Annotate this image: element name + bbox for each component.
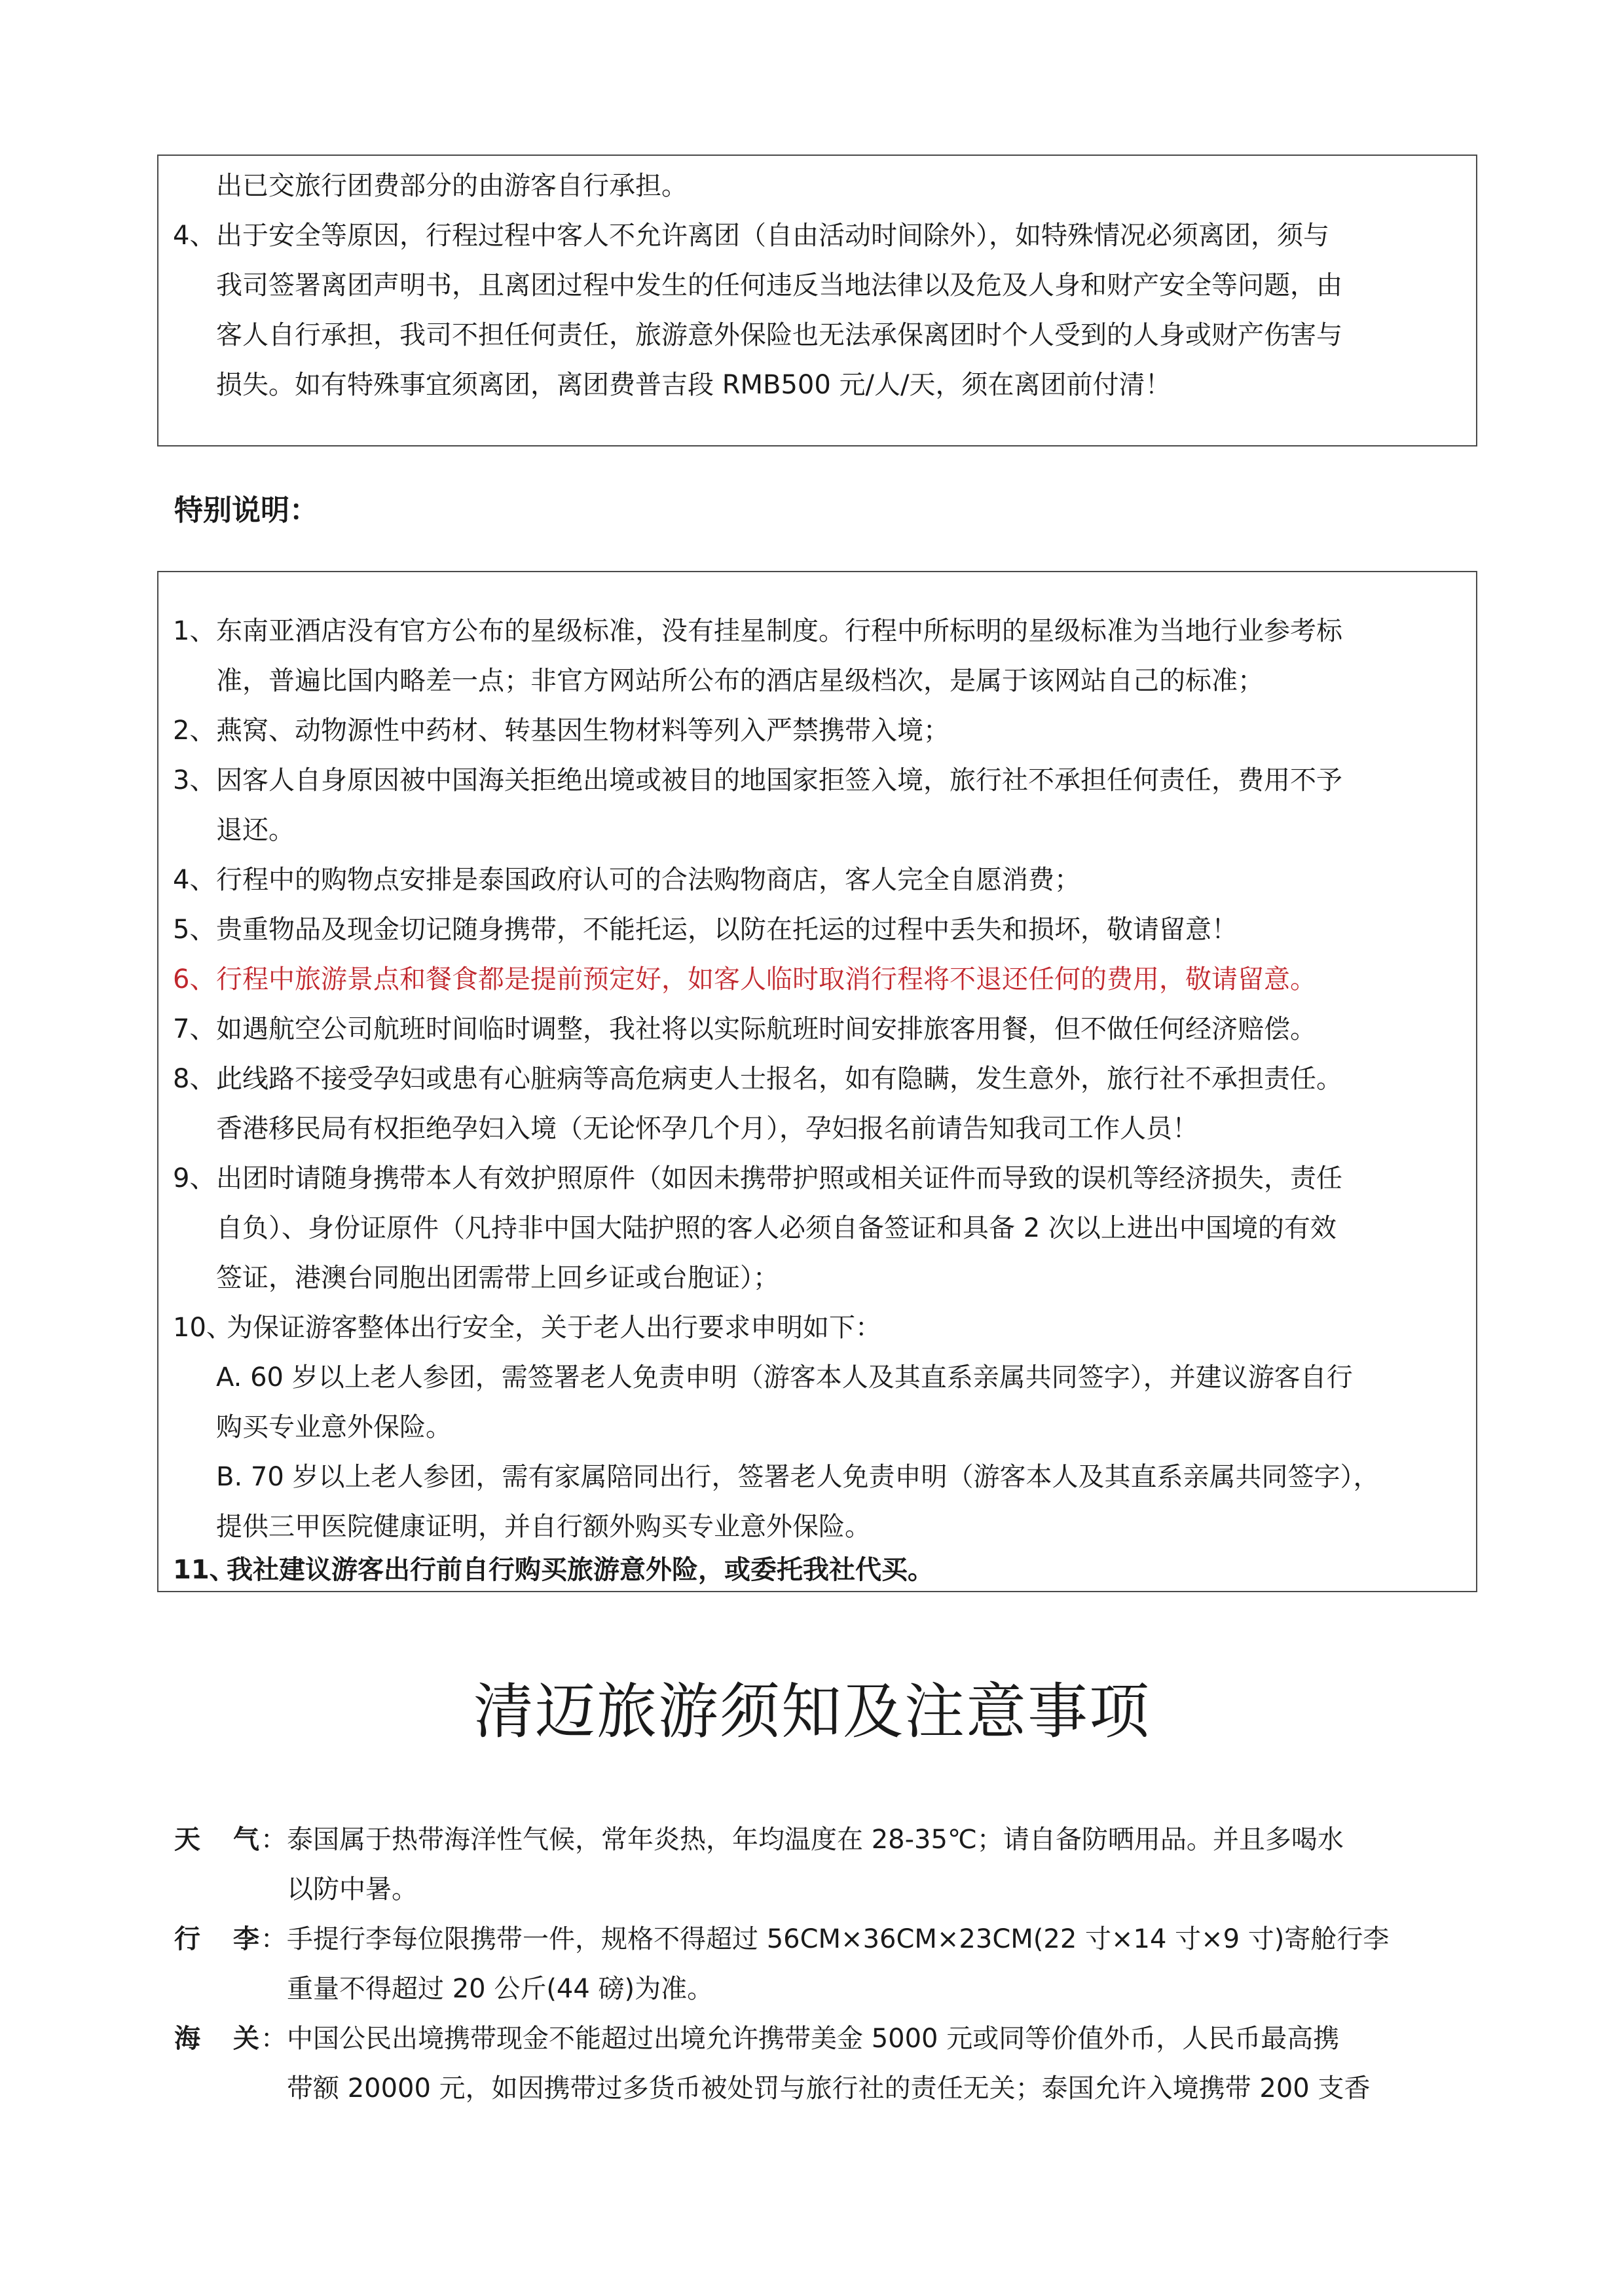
item-text: 如遇航空公司航班时间临时调整，我社将以实际航班时间安排旅客用餐，但不做任何经济赔偿。 xyxy=(216,1014,1316,1044)
item-text: 燕窝、动物源性中药材、转基因生物材料等列入严禁携带入境； xyxy=(216,716,950,746)
note-term-luggage xyxy=(174,1920,259,1959)
note-term-char: 关 xyxy=(233,2024,259,2054)
document-title: 清迈旅游须知及注意事项 xyxy=(473,1677,1151,1747)
item-text: 准，普遍比国内略差一点；非官方网站所公布的酒店星级档次，是属于该网站自己的标准； xyxy=(216,666,1264,696)
box1-line-4-text: 客人自行承担，我司不担任何责任，旅游意外保险也无法承保离团时个人受到的人身或财产伤害与 xyxy=(216,320,1342,350)
note-term-char: 李 xyxy=(233,1924,259,1954)
note-text: 带额 20000 元，如因携带过多货币被处罚与旅行社的责任无关；泰国允许入境携带 200 支香 xyxy=(287,2073,1371,2104)
item-text: 提供三甲医院健康证明，并自行额外购买专业意外保险。 xyxy=(216,1512,871,1542)
item-text: 我社建议游客出行前自行购买旅游意外险，或委托我社代买。 xyxy=(227,1555,934,1585)
item-number: 3、 xyxy=(173,765,216,795)
item-number: 9、 xyxy=(173,1163,216,1194)
item-text: 退还。 xyxy=(216,815,295,845)
item-text: 为保证游客整体出行安全，关于老人出行要求申明如下： xyxy=(227,1313,881,1343)
item-text: 出团时请随身携带本人有效护照原件（如因未携带护照或相关证件而导致的误机等经济损失，责任 xyxy=(216,1163,1342,1194)
item-number: 8、 xyxy=(173,1064,216,1094)
item-text: 贵重物品及现金切记随身携带，不能托运，以防在托运的过程中丢失和损坏，敬请留意！ xyxy=(216,915,1238,945)
item-text: 行程中的购物点安排是泰国政府认可的合法购物商店，客人完全自愿消费； xyxy=(216,865,1080,895)
box1-line-2-text: 出于安全等原因，行程过程中客人不允许离团（自由活动时间除外），如特殊情况必须离团，须与 xyxy=(216,221,1329,251)
box1-line-5-text: 损失。如有特殊事宜须离团，离团费普吉段 RMB500 元/人/天，须在离团前付清！ xyxy=(216,370,1172,400)
item-text: 签证，港澳台同胞出团需带上回乡证或台胞证）； xyxy=(216,1263,779,1293)
item-number: 6、 xyxy=(173,964,216,994)
item-number: 4、 xyxy=(173,865,216,895)
item-text: B. 70 岁以上老人参团，需有家属陪同出行，签署老人免责申明（游客本人及其直系亲属共同签字）， xyxy=(216,1462,1380,1492)
note-text: ：泰国属于热带海洋性气候，常年炎热，年均温度在 28-35℃；请自备防晒用品。并且多喝水 xyxy=(261,1825,1344,1855)
item-number: 11、 xyxy=(173,1555,236,1585)
note-term-char: 气 xyxy=(233,1825,259,1855)
item-number: 1、 xyxy=(173,616,216,646)
item-text: 自负）、身份证原件（凡持非中国大陆护照的客人必须自备签证和具备 2 次以上进出中国境的有效 xyxy=(216,1213,1337,1243)
item-text: 行程中旅游景点和餐食都是提前预定好，如客人临时取消行程将不退还任何的费用，敬请留意。 xyxy=(216,964,1316,994)
item-text: 因客人自身原因被中国海关拒绝出境或被目的地国家拒签入境，旅行社不承担任何责任，费用不予 xyxy=(216,765,1342,795)
note-text: 重量不得超过 20 公斤(44 磅)为准。 xyxy=(287,1974,714,2004)
item-number: 2、 xyxy=(173,716,216,746)
continuation-box xyxy=(157,155,1477,446)
note-text: 以防中暑。 xyxy=(287,1874,418,1904)
item-text: 东南亚酒店没有官方公布的星级标准，没有挂星制度。行程中所标明的星级标准为当地行业参考标 xyxy=(216,616,1342,646)
box1-line-2-num: 4、 xyxy=(173,221,216,251)
box1-line-3-text: 我司签署离团声明书，且离团过程中发生的任何违反当地法律以及危及人身和财产安全等问题，由 xyxy=(216,270,1342,301)
note-term-char: 天 xyxy=(174,1825,200,1855)
item-text: A. 60 岁以上老人参团，需签署老人免责申明（游客本人及其直系亲属共同签字），并建议游客自行 xyxy=(216,1362,1353,1393)
box1-line-1-text: 出已交旅行团费部分的由游客自行承担。 xyxy=(216,171,688,201)
note-term-weather xyxy=(174,1820,259,1859)
special-notes-heading: 特别说明： xyxy=(174,494,318,527)
note-text: ：中国公民出境携带现金不能超过出境允许携带美金 5000 元或同等价值外币，人民币最高携 xyxy=(261,2024,1340,2054)
item-number: 5、 xyxy=(173,915,216,945)
item-number: 7、 xyxy=(173,1014,216,1044)
item-number: 10、 xyxy=(173,1313,232,1343)
item-text: 购买专业意外保险。 xyxy=(216,1412,452,1442)
special-notes-box xyxy=(157,571,1477,1592)
item-text: 此线路不接受孕妇或患有心脏病等高危病吏人士报名，如有隐瞒，发生意外，旅行社不承担责任。 xyxy=(216,1064,1342,1094)
note-term-char: 行 xyxy=(174,1924,200,1954)
note-text: ：手提行李每位限携带一件，规格不得超过 56CM×36CM×23CM(22 寸×14 寸×9 寸)寄舱行李 xyxy=(261,1924,1390,1954)
note-term-customs xyxy=(174,2019,259,2058)
item-text: 香港移民局有权拒绝孕妇入境（无论怀孕几个月），孕妇报名前请告知我司工作人员！ xyxy=(216,1114,1198,1144)
note-term-char: 海 xyxy=(174,2024,200,2054)
